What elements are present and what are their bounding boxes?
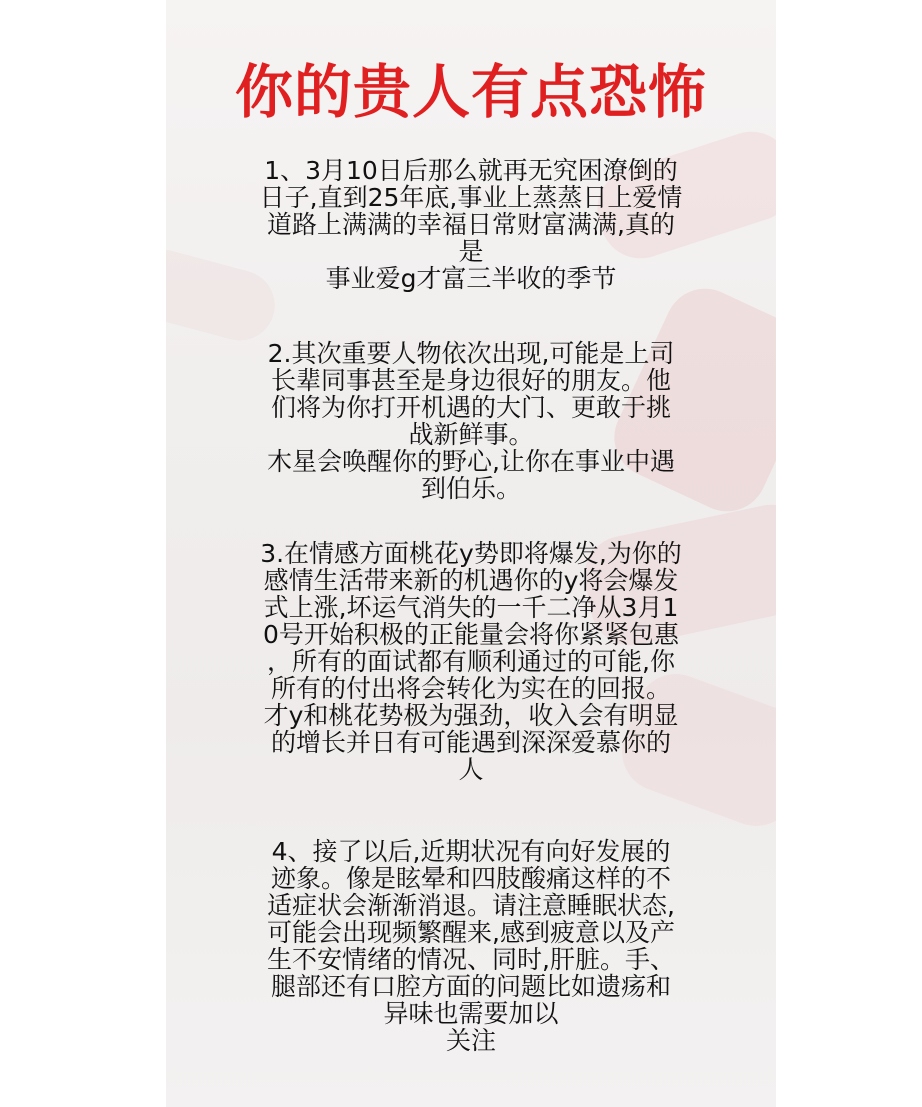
section-3-line: 式上涨,坏运气消失的一千二净从3月1 (263, 593, 679, 622)
section-1-line: 是 (458, 237, 484, 266)
section-2-line: 们将为你打开机遇的大门、更敢于挑 (270, 393, 671, 422)
section-4-line: 异味也需要加以 (383, 999, 559, 1028)
section-2 (206, 340, 736, 502)
section-3-line: 感情生活带来新的机遇你的y将会爆发 (263, 566, 679, 595)
section-2-line: 2.其次重要人物依次出现,可能是上司 (267, 339, 675, 368)
section-4-line: 适症状会渐渐消退。请注意睡眠状态, (267, 891, 675, 920)
section-1-line: 事业爱g才富三半收的季节 (325, 264, 617, 293)
section-3-line: 0号开始积极的正能量会将你紧紧包惠 (263, 620, 679, 649)
section-1-line: 道路上满满的幸福日常财富满满,真的 (267, 210, 675, 239)
section-4 (206, 838, 736, 1054)
page-title: 你的贵人有点恐怖 (234, 58, 707, 126)
section-3-line: 3.在情感方面桃花y势即将爆发,为你的 (260, 539, 682, 568)
content-card (166, 0, 776, 1107)
section-4-line: 腿部还有口腔方面的问题比如遗疡和 (270, 972, 671, 1001)
section-2-line: 长辈同事甚至是身边很好的朋友。他 (270, 366, 671, 395)
section-4-line: 4、接了以后,近期状况有向好发展的 (271, 837, 671, 866)
section-3-line: 的增长并日有可能遇到深深爱慕你的 (270, 728, 671, 757)
section-3-line: 所有的付出将会转化为实在的回报。 (270, 674, 671, 703)
section-3 (206, 540, 736, 783)
section-1-line: 日子,直到25年底,事业上蒸蒸日上爱情 (259, 183, 683, 212)
section-2-line: 到伯乐。 (420, 474, 521, 503)
section-4-line: 可能会出现频繁醒来,感到疲意以及产 (267, 918, 675, 947)
section-4-line: 迹象。像是眩晕和四肢酸痛这样的不 (270, 864, 671, 893)
section-2-line: 战新鲜事。 (408, 420, 534, 449)
section-3-line: 人 (458, 755, 484, 784)
section-1 (206, 157, 736, 292)
section-1-line: 1、3月10日后那么就再无究困潦倒的 (264, 156, 678, 185)
section-4-line: 关注 (445, 1026, 496, 1055)
section-4-line: 生不安情绪的情况、同时,肝脏。手、 (267, 945, 675, 974)
section-3-line: ，所有的面试都有顺利通过的可能,你 (267, 647, 675, 676)
section-3-line: 才y和桃花势极为强劲，收入会有明显 (263, 701, 679, 730)
section-2-line: 木星会唤醒你的野心,让你在事业中遇 (267, 447, 675, 476)
